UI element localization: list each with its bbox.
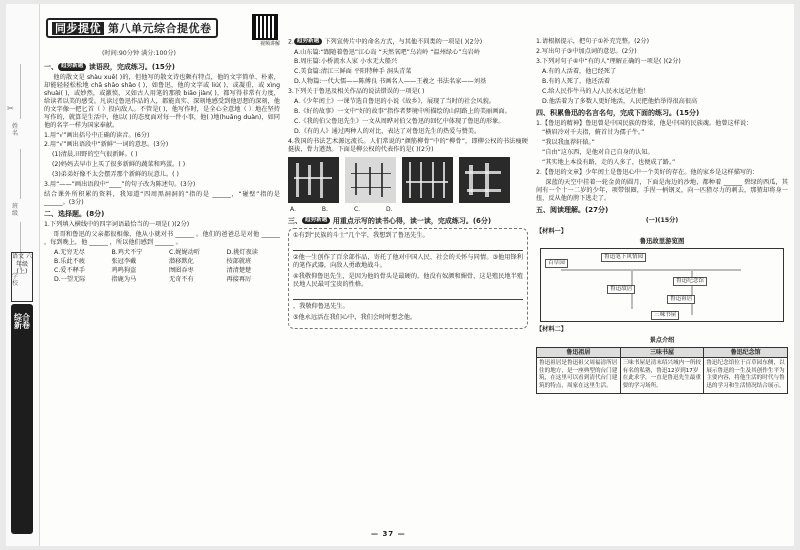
question-1-1: 1.用“√”画出括号中正确的读音。(6分) [44,131,150,139]
option-cell: 鸡鸣狗盗 [111,266,137,274]
option-cell: D.挑灯夜读 [226,248,258,256]
option-cell: 囫囵吞枣 [169,266,194,274]
binding-strip [6,4,40,546]
trend-badge: 趋势新题 [302,217,330,224]
option-line[interactable]: C.美食篇:清江三鲜面 平阳特种手 洞头青菜 [294,68,412,76]
map-node: 三味书屋 [651,311,679,320]
map-road [691,269,693,315]
table-header: 鲁迅祖居 [537,347,621,358]
question-number: 2. [288,38,294,46]
option-line[interactable]: A.有的人活着，他已经死了 [542,67,617,75]
option-line[interactable]: B.《好的故事》一文中“好的故事”指作者梦境中所描绘的山阴路上的美丽画面。 [294,108,511,116]
table-header: 三味书屋 [620,347,704,358]
section-2-heading: 二、选择题。(8分) [44,210,105,219]
strip-label-school: 学校 [12,273,19,287]
option-line[interactable]: B.有的人死了，他还活着 [542,77,611,85]
trend-badge: 趋势新题 [58,63,86,70]
calligraphy-image-a[interactable] [288,157,339,203]
page-header [46,14,280,47]
option-a[interactable]: A. [290,205,296,213]
question-3-3: 3.下列对句子④中“有的人”理解正确的一项是( )(2分) [536,57,681,65]
option-cell[interactable] [54,258,108,266]
option-line[interactable]: B.周庄篇:小桥流水人家 小水无大船兴 [294,58,398,66]
section-3-heading [288,217,528,226]
option-line[interactable]: D.他活着为了多数人更好地活，人民把他抬举得很高很高 [542,97,698,105]
calligraphy-images [288,157,528,203]
option-prefix: B. [54,257,61,265]
strip-label-name: 姓名 [12,123,19,137]
map-node: 鲁迅故居 [607,285,635,294]
option-prefix: D. [54,275,61,283]
option-text: 爱不释手 [60,266,86,274]
calligraphy-image-b[interactable] [345,157,396,203]
option-line[interactable]: A.《少年闰土》一课节选自鲁迅的小说《故乡》，展现了当时的社会风貌。 [294,98,495,106]
section-number: 三、 [288,216,302,225]
question-1-2: 2.用“√”画出语段中“新鲜”一词的意思。(3分) [44,141,169,149]
brand-text: 综合新卷 [14,313,30,330]
trend-badge: 趋势新题 [294,38,322,45]
option-cell[interactable] [54,276,108,284]
map-node: 鲁迅笔下风情园 [601,253,646,262]
table-title: 景点介绍 [649,336,675,344]
option-text: 乐此不疲 [60,257,85,265]
strip-line [20,149,21,199]
exam-meta: (时间:90分钟 满分:100分) [102,50,176,57]
column-2 [288,38,528,329]
note-line: ②他一生创作了百余部作品，寄托了他对中国人民、社会的关怀与同情。③他用锋利的笔作武器，向敌人勇敢地战斗。 [293,254,523,270]
answer-line[interactable] [293,292,523,300]
section-1-passage: 他的散文是 shàu xuě( )的，但他写的散文诗也颇有特点，他的文字简单、朴素，却能轻轻松松地 chā shāo shǎo ( )，如鲁迅，他的文字或 liú( )，或凝重，或 xìng shuài( )，或妙然，或激愤，又如古人用笔的那般 biāo jiàn( )，都写得非常有力度，给读者以美的感受。凡读过鲁迅作品的人，都能真实、深刻地感受到他思想的深刻，他的文字像一把匕首（ ）投向敌人。不管是( )，他写作时，是全心全意地（ ）地在坚持写作的，就算是生活中，他以( )的态度面对每一件小事，他( )地(huāng duàn)，如同他的名字一样为国家奉献。 [44,73,280,129]
question-2-2 [288,38,528,47]
quote-line: “我以我血荐轩辕。” [542,139,595,147]
table-cell: 鲁迅纪念馆位于百草园东侧，以展示鲁迅的一生及其创作生平为主要内容，将他生活的时代与鲁迅的学习和生活情况结合展示。 [704,358,788,393]
section-1-heading [44,63,280,72]
table-cell: 三味书屋是清末绍兴城内一所较有名的私塾，鲁迅12岁到17岁在此求学，一直是鲁迅先生最重要的学习场所。 [620,358,704,393]
option-text: 一望无际 [60,275,86,283]
option-line: (2)妈妈去早市上买了很多新鲜的蔬菜和鸡蛋。( ) [52,161,186,169]
quote-line: “横眉冷对千夫指，俯首甘为孺子牛。” [542,129,645,137]
option-cell: 清清楚楚 [226,266,252,274]
section-text: 用重点示写的读书心得，读一读，完成练习。(6分) [332,216,492,225]
spots-table [536,347,788,394]
section-number: 一、 [44,63,58,71]
table-header-row [537,347,788,358]
quote-line: “自由”这东西，是他对自己自身的认知。 [542,149,654,157]
question-4-2: 2.【鲁迅的文章】少年闰土是鲁迅心中一个美好的存在。他的家乡是这样描写的： [536,169,759,177]
column-1 [44,60,280,285]
option-prefix: C. [54,266,61,274]
option-grid [54,249,280,284]
option-cell: 指鹿为马 [111,275,137,283]
note-line: ④我敬仰鲁迅先生，是因为他的骨头是最硬的，他没有奴颜和媚骨，这是殖民地半殖民地人民最可宝贵的性格。 [293,273,523,289]
note-line: ⑤他永远活在我们心中，我们会时时想念他。 [293,314,417,322]
strip-line [20,64,21,119]
option-cell: 按部就班 [226,257,252,265]
option-line: (1)清晨,田野的空气很新鲜。( ) [52,151,138,159]
option-cell: C.娓娓动听 [169,248,201,256]
option-c[interactable]: C. [353,205,361,213]
section-5-heading: 五、阅读理解。(27分) [536,205,609,214]
note-fill: ，我敬仰鲁迅先生。 [293,303,349,311]
option-cell: 再接再厉 [226,275,252,283]
material-2-label: 【材料二】 [536,325,567,333]
option-line: (3)弟弟好像不太会摆弄那个新鲜的玩意儿。( ) [52,171,179,179]
grade-label: 语文 六年级(上) [12,253,32,276]
scissor-icon: ✂ [7,104,14,113]
question-1-3b: 结合课外所积累的资料，我知道“四周黑洞洞的”指的是 ______，“碰壁”指的是 ______。(3分) [44,191,280,207]
question-4-1: 1.【鲁迅的精神】鲁迅曾是中国民族的脊梁，他是中国的民族魂。他曾这样说： [536,119,753,127]
map-node: 鲁迅祖居 [667,295,695,304]
calligraphy-image-d[interactable] [459,157,510,203]
table-row [537,358,788,393]
option-cell: 潜移默化 [169,257,194,265]
qr-label: 视频讲解 [259,41,280,47]
section-text: 读语段，完成练习。(15分) [88,63,175,71]
calligraphy-options [290,206,528,214]
question-text: 下列宣传片中的命名方式，与其他不同类的一项是( )(2分) [324,38,483,46]
question-2-1-passage: 哥哥和鲁迅的父亲都很相像，他从小就对书 ______ 。他们的爸爸总是对他 ______ ，每到晚上，他 ______ ，所以他们感到 ______ 。 [44,230,280,246]
option-cell: B.鸡犬不宁 [111,248,143,256]
question-4-2-text: 深蓝的天空中挂着一轮金黄的圆月，下面是海边的沙地，都种着 ______ 碧绿的西瓜，其间有一个十一二岁的少年，项带银圈，手捏一柄钢叉，向一匹猹尽力的刺去，那猹却将身一扭，反从他的胯下逃走了。 [536,179,788,203]
map-node: 鲁迅纪念馆 [673,277,707,286]
question-2-4: 4.我国的书法艺术源远流长。人们常说的“颜筋柳骨”中的“柳骨”，即柳公权的书法瘦硬挺拔，骨力遒劲。下面是柳公权的代表作的是( )(2分) [288,137,528,153]
quote-line: “其实地上本没有路，走的人多了，也便成了路。” [542,159,676,167]
question-3-2: 2.写出句子③中加点词的意思。(2分) [536,47,637,55]
option-line[interactable]: D.人物篇:一代大儒——陈傅良 书画名人——王羲之 书法名家——刘基 [294,78,487,86]
calligraphy-image-c[interactable] [402,157,453,203]
option-line[interactable]: C.《我的伯父鲁迅先生》一文从周晔对伯父鲁迅的回忆中体现了鲁迅的形象。 [294,118,505,126]
map-node: 百草园 [545,259,568,268]
reading-notes-box [288,228,528,329]
option-line[interactable]: D.《有的人》通过两种人的对比，表达了对鲁迅先生的热爱与赞美。 [294,128,481,136]
map-road [561,269,741,271]
question-2-3: 3.下列关于鲁迅及相关作品的说法错误的一项是( ) [288,88,425,96]
option-line[interactable]: C.给人民作牛马的人/人民永远记住他！ [542,87,650,95]
title-tag: 同步提优 [52,22,104,35]
brand-logo [11,304,33,534]
tour-map [540,236,784,322]
section-4-heading: 四、积累鲁迅的名言名句，完成下面的练习。(15分) [536,108,700,117]
column-3 [536,38,788,394]
option-line[interactable]: A.山东篇:“跟随着鲁迅”江心岛 “天然氧吧”乌岩岭 “温州绿心”乌岩岭 [294,48,481,56]
exam-sheet [6,4,794,546]
question-2-1: 1.下列填入横线中的四字词语最恰当的一项是( )(2分) [44,220,190,228]
question-3-1: 1.请根据提示，把句子①补充完整。(2分) [536,38,650,45]
strip-label-class: 班级 [12,203,19,217]
option-cell: 无奇不有 [169,275,194,283]
section-5-sub: (一)(15分) [645,216,679,224]
page-number-value: 37 [382,530,395,538]
option-cell[interactable]: A.无穷无尽 [54,248,85,256]
option-b[interactable]: B. [321,205,328,213]
note-line: ①有到“民族的斗士”几个字，我想到了鲁迅先生。 [293,232,429,240]
option-cell: 张冠李戴 [111,257,137,265]
map-title: 鲁迅故里游览图 [639,236,685,245]
title-text: 第八单元综合提优卷 [108,22,212,35]
answer-line[interactable] [293,243,523,251]
table-header: 鲁迅纪念馆 [704,347,788,358]
page-number: — 37 — [371,530,406,538]
grade-box [11,252,33,302]
qr-code-icon[interactable] [252,14,278,40]
question-1-3: 3.用“——”画出语段中“____”的句子改为陈述句。(3分) [44,181,196,189]
material-1-label: 【材料一】 [536,227,567,235]
option-cell[interactable] [54,267,108,275]
option-d[interactable]: D. [386,205,393,213]
table-cell: 鲁迅祖居是鲁迅祖父周福清所居住的地方，是一座典型的台门建筑，在这里可以看到清代台门建筑的特点，周家在这里生活。 [537,358,621,393]
page-title [46,18,218,38]
